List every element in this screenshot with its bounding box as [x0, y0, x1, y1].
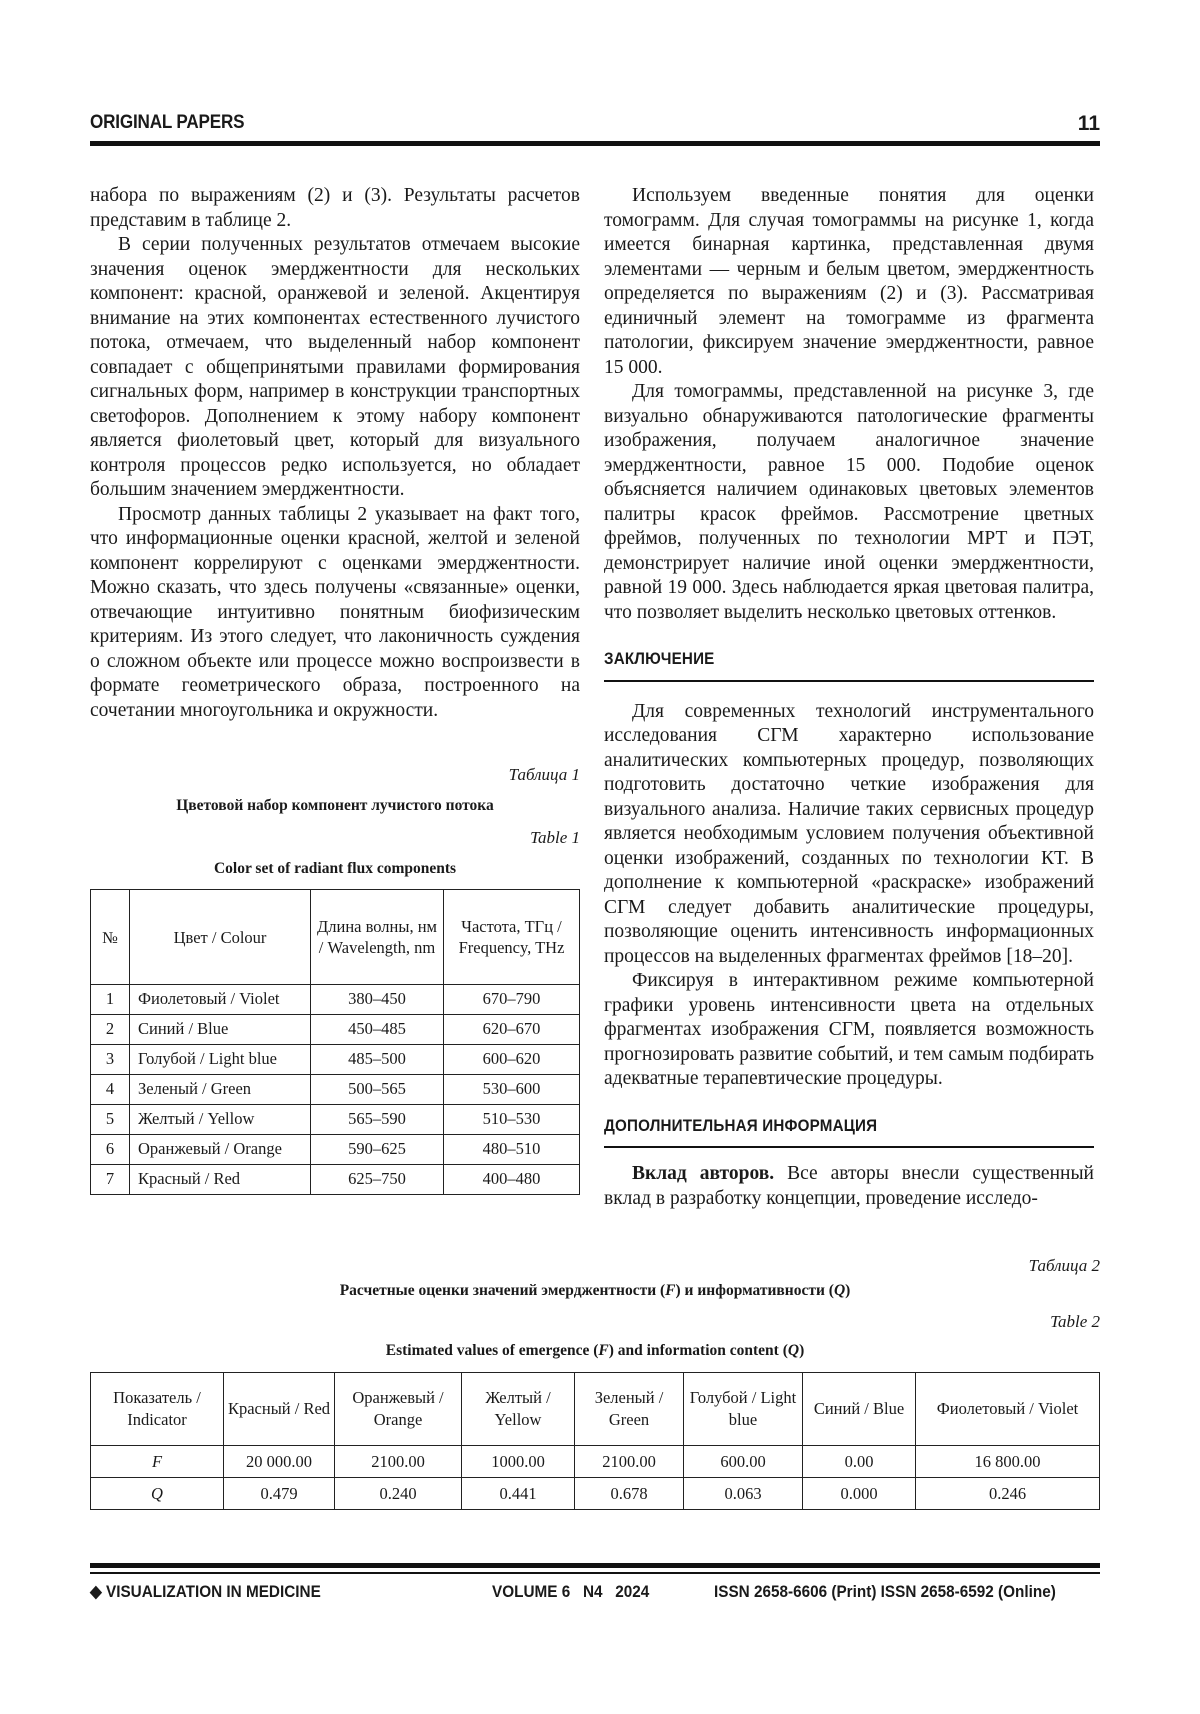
left-column — [90, 184, 580, 1195]
col-header: Цвет / Colour — [130, 890, 311, 985]
issn-info: ISSN 2658-6606 (Print) ISSN 2658-6592 (Online) — [714, 1582, 1056, 1601]
table-row — [91, 1446, 1100, 1478]
table-row — [91, 1045, 580, 1075]
contributions-text: Все авторы внесли существенный вклад в разработку концепции, проведение исследо- — [604, 1163, 1094, 1209]
cell: 0.063 — [684, 1478, 803, 1510]
cell: 0.441 — [462, 1478, 575, 1510]
section-heading-conclusion: ЗАКЛЮЧЕНИЕ — [604, 650, 715, 668]
cell: 510–530 — [444, 1105, 580, 1135]
cell: Синий / Blue — [130, 1015, 311, 1045]
cell: 380–450 — [311, 985, 444, 1015]
table1-label-ru: Таблица 1 — [508, 765, 580, 784]
header-rule — [90, 141, 1100, 146]
running-header — [90, 112, 1100, 138]
cell: 1 — [91, 985, 130, 1015]
right-column — [604, 184, 1094, 1211]
table2 — [90, 1372, 1100, 1510]
cell: 485–500 — [311, 1045, 444, 1075]
table1-label-en: Table 1 — [530, 828, 580, 847]
table-row — [91, 1135, 580, 1165]
table-row — [91, 1075, 580, 1105]
cell: Фиолетовый / Violet — [130, 985, 311, 1015]
cell: 0.479 — [224, 1478, 335, 1510]
paragraph: Используем введенные понятия для оценки томограмм. Для случая томограммы на рисунке 1, когда имеется бинарная картинка, представленная двумя элементами — черным и белым цветом, эмерджентность определяется по выражениям (2) и (3). Рассматривая единичный элемент на томограмме из фрагмента патологии, фиксируем значение эмерджентности, равное 15 000. — [604, 185, 1094, 378]
table2-title-en: Estimated values of emergence (F) and information content (Q) — [385, 1342, 805, 1359]
table2-label-ru: Таблица 2 — [1028, 1256, 1100, 1275]
table-header-row — [91, 890, 580, 985]
paragraph: Для современных технологий инструментального исследования СГМ характерно использование аналитических компьютерных процедур, позволяющих подготовить достаточно четкие изображения для визуального анализа. Наличие таких сервисных процедур является необходимым условием получения объективной оценки изображений, созданных по технологии КТ. В дополнение к компьютерной «раскраске» изображений СГМ следует добавить аналитические процедуры, позволяющие оценить интенсивность информационных процессов на выделенных фрагментах фреймов [18–20]. — [604, 700, 1094, 967]
col-header: Фиолетовый / Violet — [916, 1373, 1100, 1446]
cell: 2100.00 — [575, 1446, 684, 1478]
footer-rule-thick — [90, 1563, 1100, 1568]
paragraph: Для томограммы, представленной на рисунке 3, где визуально обнаруживаются патологические фрагменты изображения, получаем аналогичное значение эмерджентности, равное 15 000. Подобие оценок объясняется наличием одинаковых цветовых элементов палитры красок фреймов. Рассмотрение цветных фреймов, полученных по технологии МРТ и ПЭТ, демонстрирует наличие иной оценки эмерджентности, равной 19 000. Здесь наблюдается яркая цветовая палитра, что позволяет выделить несколько цветовых оттенков. — [604, 381, 1094, 623]
col-header: Желтый / Yellow — [462, 1373, 575, 1446]
cell: F — [91, 1446, 224, 1478]
cell: 1000.00 — [462, 1446, 575, 1478]
paragraph: набора по выражениям (2) и (3). Результаты расчетов представим в таблице 2. — [90, 185, 580, 231]
table-header-row — [91, 1373, 1100, 1446]
cell: 620–670 — [444, 1015, 580, 1045]
cell: 480–510 — [444, 1135, 580, 1165]
col-header: Красный / Red — [224, 1373, 335, 1446]
running-footer — [90, 1582, 1100, 1606]
volume-info: VOLUME 6 N4 2024 — [492, 1582, 650, 1601]
cell: 5 — [91, 1105, 130, 1135]
table-row — [91, 1478, 1100, 1510]
paragraph: Просмотр данных таблицы 2 указывает на факт того, что информационные оценки красной, желтой и зеленой компонент коррелируют с оценками эмерджентности. Можно сказать, что здесь получены «связанные» оценки, отвечающие интуитивно понятным биофизическим критериям. Из этого следует, что лаконичность суждения о сложном объекте или процессе можно воспроизвести в формате геометрического образа, построенного на сочетании многоугольника и окружности. — [90, 503, 580, 721]
cell: Красный / Red — [130, 1165, 311, 1195]
cell: 0.246 — [916, 1478, 1100, 1510]
table-row — [91, 985, 580, 1015]
journal-name: ◆ VISUALIZATION IN MEDICINE — [90, 1582, 321, 1601]
table2-block — [90, 1256, 1100, 1510]
table1-title-ru: Цветовой набор компонент лучистого потока — [176, 796, 494, 814]
page-number: 11 — [1077, 112, 1100, 135]
cell: 0.00 — [803, 1446, 916, 1478]
cell: Зеленый / Green — [130, 1075, 311, 1105]
cell: 6 — [91, 1135, 130, 1165]
cell: 530–600 — [444, 1075, 580, 1105]
cell: 600–620 — [444, 1045, 580, 1075]
cell: 590–625 — [311, 1135, 444, 1165]
paragraph-contributions — [604, 1162, 1094, 1211]
paragraph: Фиксируя в интерактивном режиме компьютерной графики уровень интенсивности цвета на отдельных фрагментах изображения СГМ, появляется возможность прогнозировать развитие событий, и тем самым подбирать адекватные терапевтические процедуры. — [604, 970, 1094, 1089]
cell: 625–750 — [311, 1165, 444, 1195]
col-header: Оранжевый / Orange — [335, 1373, 462, 1446]
table-row — [91, 1105, 580, 1135]
table-row — [91, 1015, 580, 1045]
cell: 7 — [91, 1165, 130, 1195]
cell: 500–565 — [311, 1075, 444, 1105]
cell: 16 800.00 — [916, 1446, 1100, 1478]
cell: 3 — [91, 1045, 130, 1075]
contributions-label: Вклад авторов. — [632, 1163, 775, 1184]
cell: 400–480 — [444, 1165, 580, 1195]
table-row — [91, 1165, 580, 1195]
cell: 600.00 — [684, 1446, 803, 1478]
table1-title-en: Color set of radiant flux components — [213, 859, 457, 877]
cell: Желтый / Yellow — [130, 1105, 311, 1135]
col-header: Показатель / Indicator — [91, 1373, 224, 1446]
cell: Q — [91, 1478, 224, 1510]
cell: 20 000.00 — [224, 1446, 335, 1478]
col-header: Частота, ТГц / Frequency, THz — [444, 890, 580, 985]
cell: 2100.00 — [335, 1446, 462, 1478]
cell: 450–485 — [311, 1015, 444, 1045]
col-header: Длина волны, нм / Wavelength, nm — [311, 890, 444, 985]
table2-label-en: Table 2 — [1050, 1312, 1100, 1331]
cell: Оранжевый / Orange — [130, 1135, 311, 1165]
footer-rule-thin — [90, 1572, 1100, 1574]
table1 — [90, 889, 580, 1195]
cell: 4 — [91, 1075, 130, 1105]
cell: 0.000 — [803, 1478, 916, 1510]
cell: 0.678 — [575, 1478, 684, 1510]
cell: 565–590 — [311, 1105, 444, 1135]
col-header: Зеленый / Green — [575, 1373, 684, 1446]
cell: Голубой / Light blue — [130, 1045, 311, 1075]
section-name: ORIGINAL PAPERS — [90, 112, 245, 133]
paragraph: В серии полученных результатов отмечаем высокие значения оценок эмерджентности для нескольких компонент: красной, оранжевой и зеленой. Акцентируя внимание на этих компонентах естественного лучистого потока, отмечаем, что выделенный набор компонент совпадает с общепринятыми правилами формирования сигнальных форм, например в конструкции транспортных светофоров. Дополнением к этому набору компонент является фиолетовый цвет, который для визуального контроля процессов редко используется, но обладает большим значением эмерджентности. — [90, 234, 580, 500]
section-heading-additional-info: ДОПОЛНИТЕЛЬНАЯ ИНФОРМАЦИЯ — [604, 1116, 878, 1135]
col-header: Голубой / Light blue — [684, 1373, 803, 1446]
table2-title-ru: Расчетные оценки значений эмерджентности (F) и информативности (Q) — [339, 1282, 851, 1299]
col-header: № — [91, 890, 130, 985]
col-header: Синий / Blue — [803, 1373, 916, 1446]
cell: 2 — [91, 1015, 130, 1045]
cell: 0.240 — [335, 1478, 462, 1510]
cell: 670–790 — [444, 985, 580, 1015]
